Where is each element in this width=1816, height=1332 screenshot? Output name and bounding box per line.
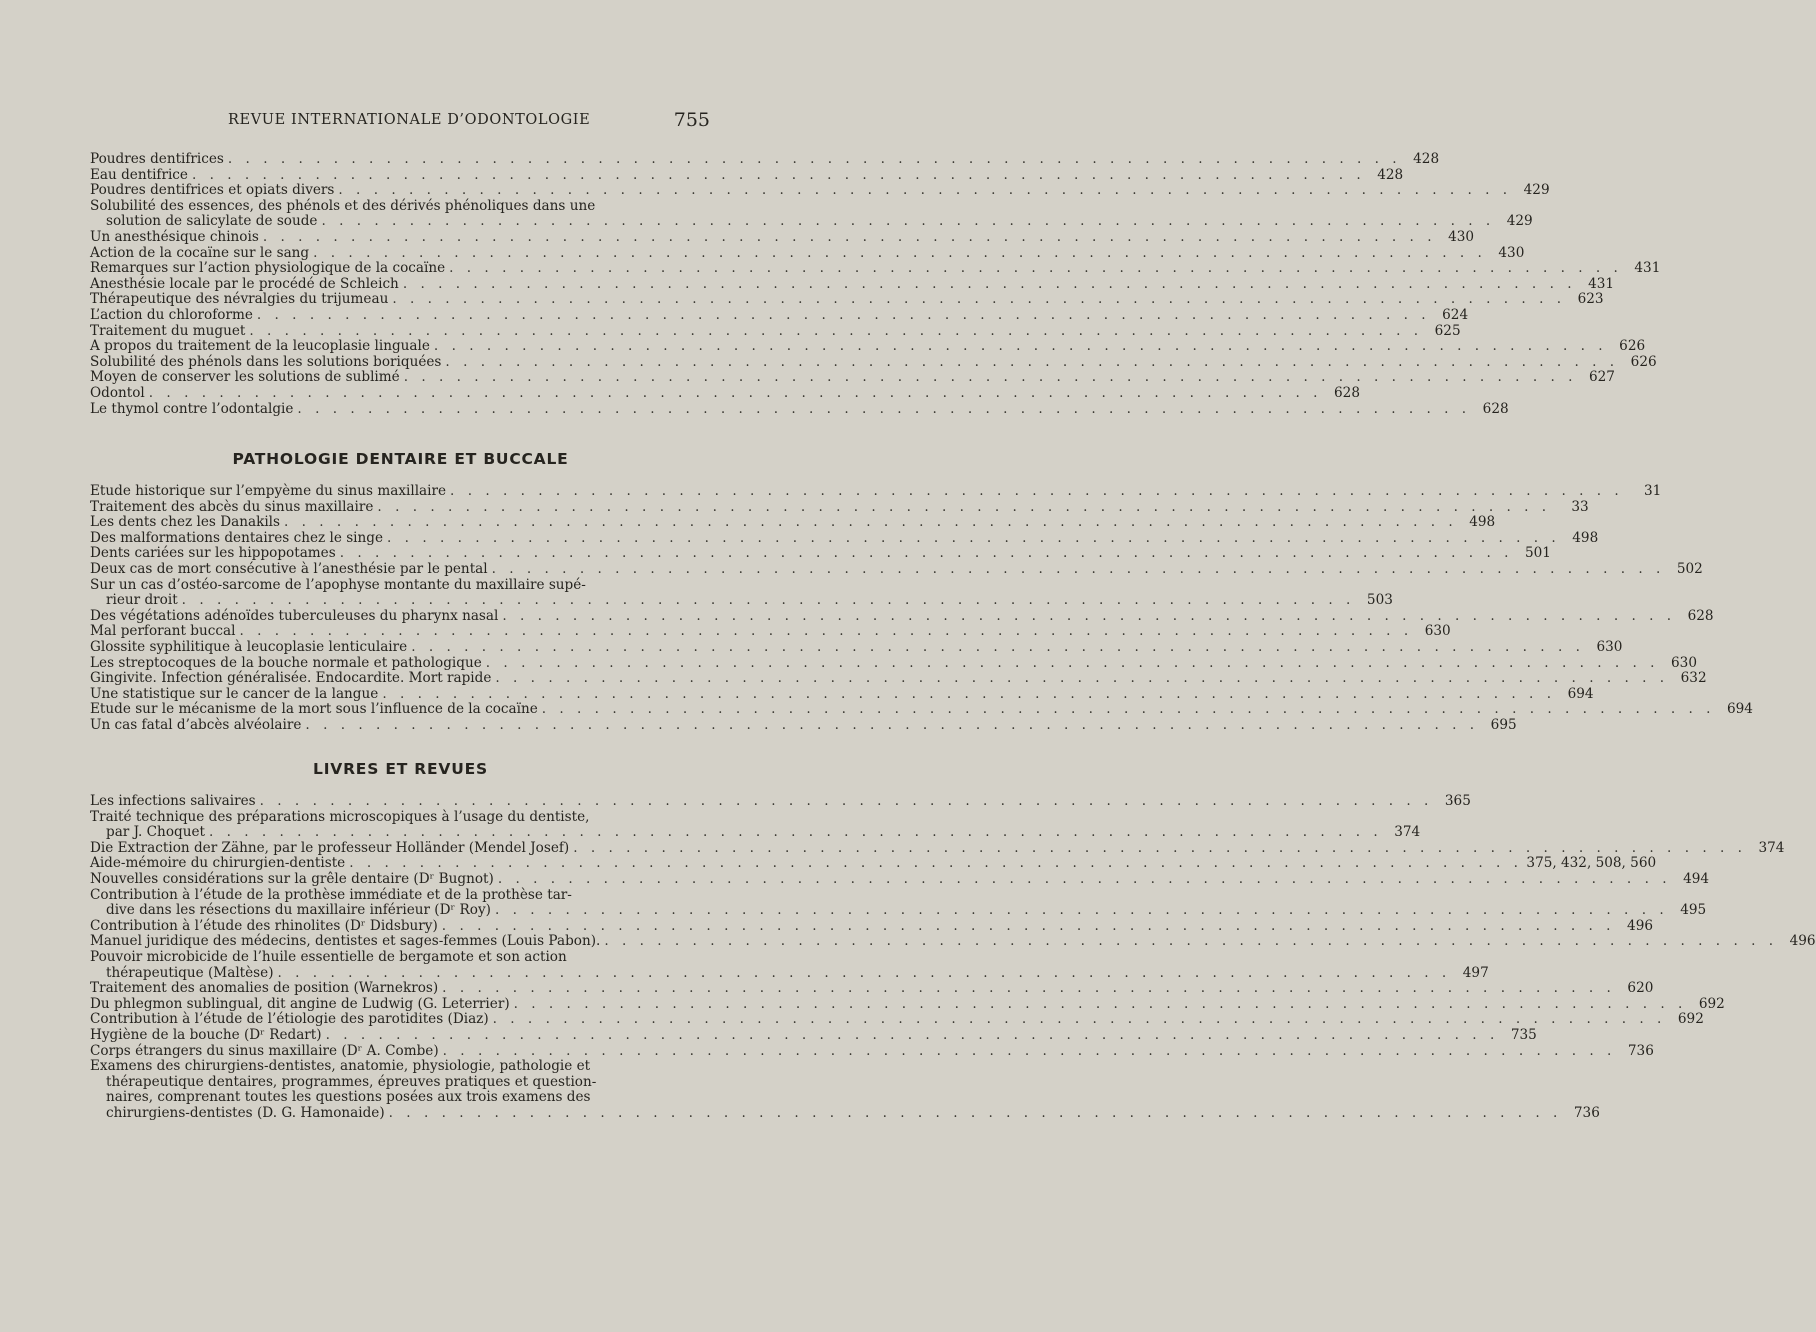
toc-entry-line: [90, 306, 1469, 324]
dot-leader: [349, 856, 1522, 872]
entry-title: Solubilité des essences, des phénols et des dérivés phénoliques dans une: [90, 197, 596, 214]
toc-entry-line: [90, 824, 1421, 841]
dot-leader: [313, 246, 1486, 262]
dot-leader: [149, 386, 1322, 402]
toc-entry: [90, 151, 1440, 168]
toc-entry-line: [90, 545, 1551, 562]
entry-title: Solubilité des phénols dans les solutions boriquées: [90, 353, 442, 370]
page-reference: 428: [1413, 151, 1440, 167]
toc-entry: [90, 260, 1661, 277]
entry-title: Thérapeutique des névralgies du trijumeau: [90, 291, 389, 308]
dot-leader: [514, 997, 1687, 1013]
page-reference: 630: [1596, 638, 1623, 655]
entry-title: Manuel juridique des médecins, dentistes et sages-femmes (Louis Pabon).: [90, 933, 601, 950]
entry-title: chirurgiens-dentistes (D. G. Hamonaide): [106, 1104, 385, 1121]
toc-entry-line: [90, 244, 1525, 262]
dot-leader: [392, 292, 1565, 308]
toc-entry-line: [90, 980, 1654, 997]
page-reference: 430: [1448, 228, 1475, 245]
toc-entry-line: [90, 1026, 1537, 1044]
dot-leader: [321, 214, 1494, 230]
entry-title: Des végétations adénoïdes tuberculeuses du pharynx nasal: [90, 607, 499, 624]
toc-entry: [90, 291, 1604, 308]
entry-title: Action de la cocaïne sur le sang: [90, 244, 310, 261]
page-reference: 695: [1490, 716, 1517, 733]
page-reference: 498: [1572, 529, 1599, 546]
toc-entry: [90, 514, 1496, 531]
toc-entry: [90, 917, 1653, 935]
toc-entry: [90, 948, 1489, 981]
toc-entry: [90, 607, 1714, 625]
page-reference: 431: [1634, 260, 1661, 277]
entry-title: Glossite syphilitique à leucoplasie lenticulaire: [90, 638, 408, 655]
toc-entry-line: [90, 623, 1451, 640]
toc-entry: [90, 322, 1461, 340]
toc-entry: [90, 529, 1599, 547]
entry-title: Contribution à l’étude des rhinolites (Dʳ Didsbury): [90, 917, 438, 934]
toc-entry-line: [90, 291, 1604, 308]
toc-entry-line: [90, 1104, 1600, 1122]
page-reference: 628: [1334, 384, 1360, 401]
toc-entry: [90, 793, 1471, 810]
entry-title: Mal perforant buccal: [90, 623, 236, 640]
dot-leader: [260, 794, 1433, 810]
page-reference: 630: [1671, 654, 1697, 671]
toc-entry-line: [90, 1059, 711, 1075]
toc-entry-line: [90, 384, 1360, 402]
page-reference: 626: [1630, 353, 1657, 370]
toc-entry-line: [90, 338, 1646, 355]
dot-leader: [502, 609, 1675, 625]
page-reference: 374: [1758, 839, 1785, 856]
page-reference: 628: [1687, 607, 1714, 624]
page-number: 755: [673, 109, 710, 131]
page-reference: 623: [1577, 291, 1604, 308]
toc-entry: [90, 498, 1589, 516]
page-reference: 494: [1683, 870, 1710, 887]
page-reference: 503: [1366, 592, 1393, 609]
toc-entry-line: [90, 902, 1707, 919]
toc-entry: [90, 933, 1816, 950]
dot-leader: [239, 624, 1412, 640]
entry-title: Poudres dentifrices: [90, 151, 224, 167]
entry-title: Etude historique sur l’empyème du sinus maxillaire: [90, 483, 447, 499]
journal-title: REVUE INTERNATIONALE D’ODONTOLOGIE: [228, 112, 591, 128]
page-reference: 428: [1377, 166, 1404, 183]
toc-entry-line: [90, 151, 1440, 168]
dot-leader: [495, 903, 1668, 919]
entry-title: naires, comprenant toutes les questions posées aux trois examens des: [106, 1089, 591, 1106]
dot-leader: [542, 702, 1715, 718]
toc-entry-line: [90, 228, 1475, 246]
dot-leader: [228, 152, 1401, 168]
toc-entry-line: [90, 995, 1725, 1013]
dot-leader: [263, 230, 1436, 246]
toc-entry-line: [90, 213, 1533, 230]
entry-title: solution de salicylate de soude: [106, 213, 318, 230]
page-reference: 692: [1677, 1011, 1704, 1028]
entry-title: Corps étrangers du sinus maxillaire (Dʳ A. Combe): [90, 1042, 439, 1059]
page-reference: 31: [1643, 483, 1662, 499]
toc-entry: [90, 701, 1753, 718]
entry-title: Remarques sur l’action physiologique de la cocaïne: [90, 260, 446, 277]
toc-entry: [90, 685, 1594, 703]
dot-leader: [495, 671, 1668, 687]
entry-title: Traitement du muguet: [90, 322, 246, 339]
toc-entry: [90, 576, 1393, 609]
toc-list: [90, 793, 1816, 1121]
entry-title: thérapeutique dentaires, programmes, épreuves pratiques et question-: [106, 1073, 597, 1090]
page-reference: 694: [1727, 701, 1753, 718]
page-reference: 626: [1619, 338, 1646, 355]
page-reference: 496: [1627, 917, 1653, 934]
page-reference: 498: [1469, 514, 1496, 531]
toc-entry: [90, 855, 1657, 872]
toc-entry: [90, 623, 1451, 640]
dot-leader: [182, 593, 1355, 609]
entry-title: Odontol: [90, 384, 145, 401]
toc-entry: [90, 197, 1533, 230]
page-reference: 496: [1789, 933, 1816, 950]
dot-leader: [411, 640, 1584, 656]
toc-entry: [90, 483, 1662, 500]
dot-leader: [573, 841, 1746, 857]
toc-entry: [90, 560, 1703, 578]
toc-entry: [90, 338, 1646, 355]
toc-entry-line: [90, 839, 1785, 857]
page-reference: 736: [1627, 1042, 1654, 1059]
page-reference: 374: [1394, 824, 1421, 841]
dot-leader: [443, 1044, 1616, 1060]
dot-leader: [326, 1028, 1499, 1044]
dot-leader: [498, 872, 1671, 888]
toc-entry: [90, 670, 1707, 687]
toc-entry-line: [90, 964, 1489, 982]
dot-leader: [377, 500, 1550, 516]
toc-entry-line: [90, 888, 711, 904]
dot-leader: [340, 546, 1513, 562]
toc-entry: [90, 228, 1475, 246]
section-heading: PATHOLOGIE DENTAIRE ET BUCCALE: [232, 450, 569, 468]
toc-entry-line: [90, 514, 1496, 531]
entry-title: Traitement des abcès du sinus maxillaire: [90, 498, 374, 515]
entry-title: Poudres dentifrices et opiats divers: [90, 182, 335, 199]
toc-entry-line: [90, 400, 1509, 418]
dot-leader: [486, 656, 1659, 672]
entry-title: Traitement des anomalies de position (Warnekros): [90, 980, 439, 997]
toc-entry-line: [90, 933, 1816, 950]
entry-title: Gingivite. Infection généralisée. Endocardite. Mort rapide: [90, 670, 492, 687]
entry-title: Deux cas de mort consécutive à l’anesthésie par le pental: [90, 560, 488, 577]
toc-entry: [90, 306, 1469, 324]
toc-entry: [90, 353, 1657, 371]
page-reference: 630: [1424, 623, 1451, 640]
dot-leader: [209, 825, 1382, 841]
toc-entry-line: [90, 1075, 711, 1091]
dot-leader: [249, 324, 1422, 340]
page-reference: 430: [1498, 244, 1525, 261]
toc-entry-line: [90, 1090, 711, 1106]
toc-entry-line: [90, 1011, 1704, 1028]
dot-leader: [192, 168, 1365, 184]
toc-entry-line: [90, 260, 1661, 277]
dot-leader: [382, 687, 1555, 703]
toc-entry-line: [90, 701, 1753, 718]
entry-title: thérapeutique (Maltèse): [106, 964, 274, 981]
dot-leader: [389, 1106, 1562, 1122]
entry-title: Aide-mémoire du chirurgien-dentiste: [90, 855, 346, 872]
toc-entry: [90, 870, 1710, 888]
entry-title: Contribution à l’étude de l’étiologie des parotidites (Diaz): [90, 1011, 489, 1028]
toc-entry: [90, 1058, 1600, 1121]
dot-leader: [297, 402, 1470, 418]
toc-entry-line: [90, 560, 1703, 578]
toc-entry: [90, 995, 1725, 1013]
entry-title: A propos du traitement de la leucoplasie linguale: [90, 338, 430, 355]
toc-entry-line: [90, 529, 1599, 547]
toc-entry: [90, 980, 1654, 997]
page-reference: 692: [1698, 995, 1725, 1012]
toc-entry-line: [90, 353, 1657, 371]
toc-entry-line: [90, 855, 1657, 872]
toc-entry: [90, 384, 1360, 402]
page-reference: 495: [1680, 902, 1707, 919]
toc-entry: [90, 545, 1551, 562]
page-reference: 502: [1676, 560, 1703, 577]
toc-entry-line: [90, 685, 1594, 703]
toc-entry-line: [90, 917, 1653, 935]
toc-entry: [90, 1011, 1704, 1028]
dot-leader: [387, 531, 1560, 547]
dot-leader: [404, 370, 1577, 386]
page-reference: 429: [1523, 182, 1550, 199]
page-reference: 632: [1680, 670, 1707, 687]
toc-entry-line: [90, 870, 1710, 888]
dot-leader: [442, 981, 1615, 997]
toc-entry-line: [90, 275, 1615, 293]
entry-title: Du phlegmon sublingual, dit angine de Ludwig (G. Leterrier): [90, 995, 510, 1012]
page-reference: 624: [1442, 306, 1469, 323]
toc-entry: [90, 1042, 1654, 1060]
toc-entry: [90, 808, 1421, 841]
entry-title: Contribution à l’étude de la prothèse immédiate et de la prothèse tar-: [90, 886, 572, 903]
dot-leader: [284, 515, 1457, 531]
dot-leader: [338, 183, 1511, 199]
toc-entry-line: [90, 1042, 1654, 1060]
page-reference: 501: [1524, 545, 1551, 562]
dot-leader: [493, 1012, 1666, 1028]
toc-entry-line: [90, 638, 1623, 656]
toc-entry: [90, 182, 1550, 199]
toc-entry: [90, 275, 1615, 293]
toc-list: [90, 151, 1661, 417]
entry-title: Les dents chez les Danakils: [90, 514, 280, 531]
toc-entry-line: [90, 498, 1589, 516]
dot-leader: [305, 718, 1478, 734]
entry-title: Eau dentifrice: [90, 166, 188, 183]
page-reference: 627: [1588, 369, 1615, 386]
page-reference: 375, 432, 508, 560: [1526, 855, 1657, 872]
toc-entry-line: [90, 182, 1550, 199]
section-therapeutics: [90, 151, 1661, 417]
dot-leader: [450, 484, 1623, 500]
dot-leader: [604, 934, 1777, 950]
toc-entry-line: [90, 950, 711, 966]
toc-entry: [90, 369, 1615, 386]
toc-entry: [90, 1026, 1537, 1044]
toc-entry-line: [90, 654, 1697, 672]
entry-title: Sur un cas d’ostéo-sarcome de l’apophyse montante du maxillaire supé-: [90, 576, 586, 593]
page-reference: 735: [1510, 1026, 1537, 1043]
toc-entry-line: [90, 322, 1461, 340]
entry-title: Hygiène de la bouche (Dʳ Redart): [90, 1026, 322, 1043]
dot-leader: [442, 919, 1615, 935]
toc-entry-line: [90, 166, 1404, 184]
toc-entry: [90, 400, 1509, 418]
dot-leader: [434, 339, 1607, 355]
page-reference: 33: [1571, 498, 1589, 515]
toc-list: [90, 483, 1753, 734]
toc-entry: [90, 638, 1623, 656]
entry-title: rieur droit: [106, 592, 178, 609]
toc-entry-line: [90, 483, 1662, 500]
toc-entry: [90, 244, 1525, 262]
toc-entry: [90, 716, 1517, 734]
toc-entry-line: [90, 578, 711, 594]
toc-entry-line: [90, 810, 711, 826]
toc-entry: [90, 166, 1404, 184]
entry-title: Traité technique des préparations microscopiques à l’usage du dentiste,: [90, 808, 590, 825]
toc-entry: [90, 839, 1785, 857]
page-reference: 497: [1462, 964, 1489, 981]
section-pathologie: [90, 448, 1753, 734]
entry-title: Les streptocoques de la bouche normale et pathologique: [90, 654, 482, 671]
toc-entry: [90, 886, 1707, 919]
page-reference: 431: [1588, 275, 1615, 292]
entry-title: Dents cariées sur les hippopotames: [90, 545, 336, 562]
entry-title: Des malformations dentaires chez le singe: [90, 529, 384, 546]
page-reference: 620: [1627, 980, 1654, 997]
toc-entry-line: [90, 716, 1517, 734]
entry-title: Pouvoir microbicide de l’huile essentielle de bergamote et son action: [90, 948, 567, 965]
dot-leader: [449, 261, 1622, 277]
toc-entry-line: [90, 592, 1393, 609]
entry-title: Examens des chirurgiens-dentistes, anatomie, physiologie, pathologie et: [90, 1058, 591, 1075]
page-reference: 365: [1444, 793, 1471, 809]
entry-title: Un anesthésique chinois: [90, 228, 259, 245]
toc-entry: [90, 654, 1697, 672]
entry-title: dive dans les résections du maxillaire inférieur (Dʳ Roy): [106, 902, 491, 919]
toc-entry-line: [90, 670, 1707, 687]
entry-title: Les infections salivaires: [90, 793, 256, 809]
entry-title: Une statistique sur le cancer de la langue: [90, 685, 379, 702]
entry-title: Nouvelles considérations sur la grêle dentaire (Dʳ Bugnot): [90, 870, 494, 887]
page-reference: 429: [1506, 213, 1533, 230]
dot-leader: [278, 966, 1451, 982]
page-reference: 736: [1573, 1104, 1600, 1121]
dot-leader: [257, 308, 1430, 324]
dot-leader: [445, 355, 1618, 371]
section-heading: LIVRES ET REVUES: [313, 760, 488, 778]
entry-title: Un cas fatal d’abcès alvéolaire: [90, 716, 302, 733]
entry-title: Anesthésie locale par le procédé de Schleich: [90, 275, 399, 292]
entry-title: Die Extraction der Zähne, par le professeur Holländer (Mendel Josef): [90, 839, 570, 856]
section-livres: [90, 758, 1816, 1121]
dot-leader: [403, 277, 1576, 293]
page-reference: 694: [1567, 685, 1594, 702]
dot-leader: [492, 562, 1665, 578]
toc-entry-line: [90, 607, 1714, 625]
entry-title: L’action du chloroforme: [90, 306, 253, 323]
page-reference: 628: [1482, 400, 1509, 417]
page-reference: 625: [1434, 322, 1461, 339]
entry-title: Etude sur le mécanisme de la mort sous l’influence de la cocaïne: [90, 701, 538, 718]
entry-title: Moyen de conserver les solutions de sublimé: [90, 369, 400, 386]
toc-entry-line: [90, 199, 711, 215]
entry-title: par J. Choquet: [106, 824, 205, 841]
toc-entry-line: [90, 793, 1471, 810]
entry-title: Le thymol contre l’odontalgie: [90, 400, 294, 417]
toc-entry-line: [90, 369, 1615, 386]
